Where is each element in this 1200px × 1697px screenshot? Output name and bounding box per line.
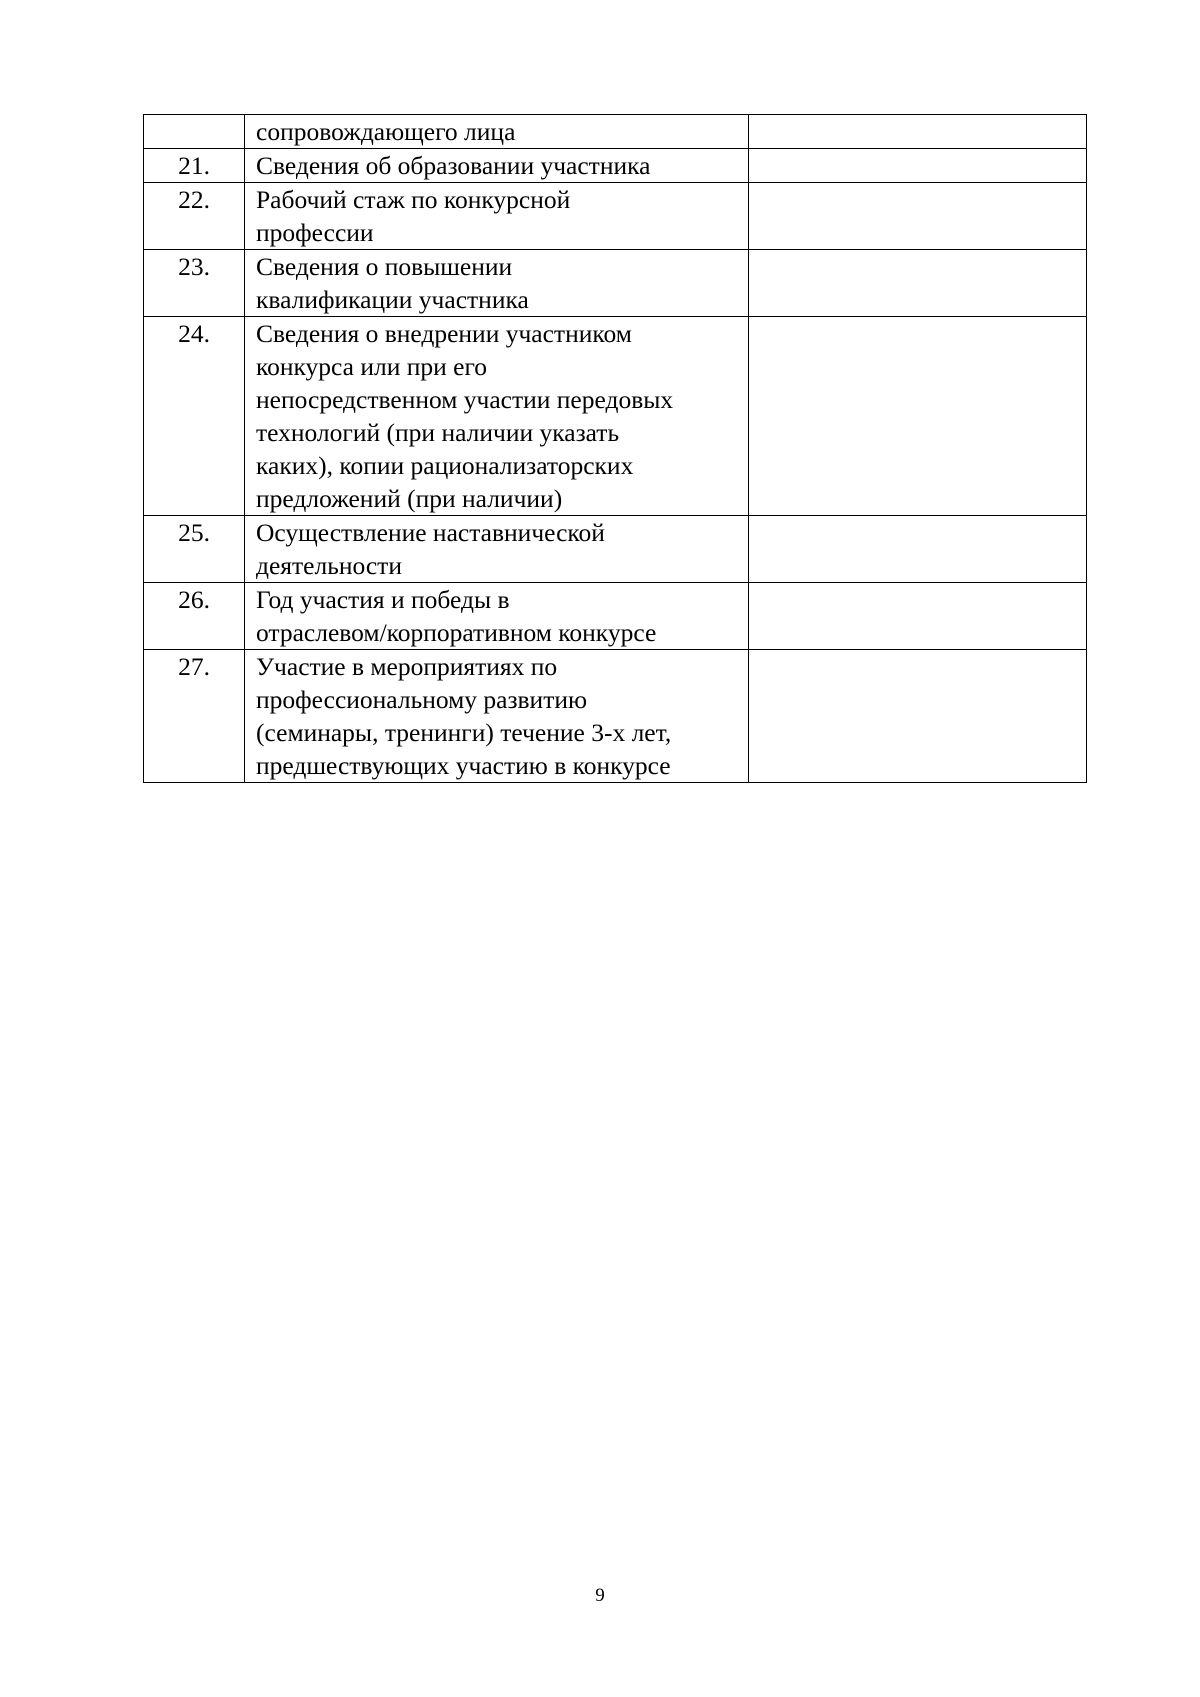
row-description <box>245 583 749 650</box>
description-line: предшествующих участию в конкурсе <box>256 751 671 780</box>
description-line: Сведения о повышении <box>256 252 513 281</box>
row-description <box>245 115 749 149</box>
row-value-cell <box>749 149 1087 183</box>
description-line: непосредственном участии передовых <box>256 385 674 414</box>
description-line: профессиональному развитию <box>256 685 588 714</box>
description-line: квалификации участника <box>256 285 529 314</box>
row-description <box>245 250 749 317</box>
description-line: деятельности <box>256 551 402 580</box>
description-line: каких), копии рационализаторских <box>256 451 634 480</box>
table-row <box>144 149 1087 183</box>
description-line: профессии <box>256 218 374 247</box>
row-value-cell <box>749 650 1087 783</box>
row-value-cell <box>749 317 1087 516</box>
row-value-cell <box>749 250 1087 317</box>
description-line: сопровождающего лица <box>256 117 516 146</box>
table-row <box>144 317 1087 516</box>
row-description <box>245 317 749 516</box>
row-description <box>245 650 749 783</box>
description-line: Сведения об образовании участника <box>256 151 651 180</box>
table-row <box>144 583 1087 650</box>
page-number: 9 <box>595 1585 605 1606</box>
table-row <box>144 650 1087 783</box>
table-row <box>144 115 1087 149</box>
participant-info-table <box>143 114 1087 783</box>
row-number: 24. <box>144 317 245 516</box>
table-row <box>144 183 1087 250</box>
row-number <box>144 115 245 149</box>
description-line: технологий (при наличии указать <box>256 418 620 447</box>
row-description <box>245 149 749 183</box>
row-number: 21. <box>144 149 245 183</box>
row-number: 25. <box>144 516 245 583</box>
description-line: предложений (при наличии) <box>256 484 563 513</box>
description-line: Рабочий стаж по конкурсной <box>256 185 571 214</box>
description-line: конкурса или при его <box>256 352 488 381</box>
row-number: 27. <box>144 650 245 783</box>
row-value-cell <box>749 183 1087 250</box>
description-line: (семинары, тренинги) течение 3-х лет, <box>256 718 672 747</box>
table-body <box>144 115 1087 783</box>
row-description <box>245 183 749 250</box>
description-line: Осуществление наставнической <box>256 518 605 547</box>
row-value-cell <box>749 516 1087 583</box>
row-number: 22. <box>144 183 245 250</box>
row-number: 26. <box>144 583 245 650</box>
table-row <box>144 250 1087 317</box>
description-line: Год участия и победы в <box>256 585 510 614</box>
row-number: 23. <box>144 250 245 317</box>
row-value-cell <box>749 583 1087 650</box>
description-line: Участие в мероприятиях по <box>256 652 558 681</box>
row-value-cell <box>749 115 1087 149</box>
row-description <box>245 516 749 583</box>
description-line: Сведения о внедрении участником <box>256 319 632 348</box>
table-row <box>144 516 1087 583</box>
description-line: отраслевом/корпоративном конкурсе <box>256 618 657 647</box>
